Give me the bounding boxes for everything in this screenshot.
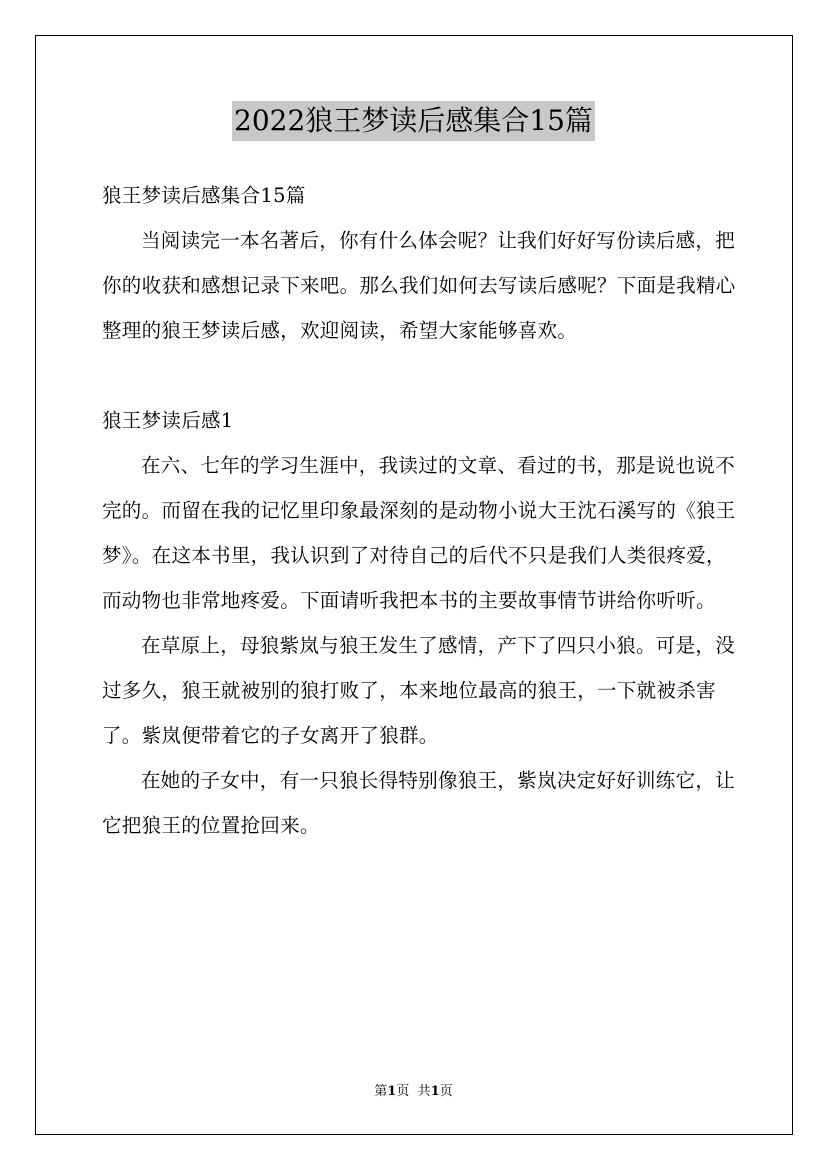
body-paragraph-1: 在六、七年的学习生涯中，我读过的文章、看过的书，那是说也说不完的。而留在我的记忆里印象最深刻的是动物小说大王沈石溪写的《狼王梦》。在这本书里，我认识到了对待自己的后代不只是我们人类很疼爱，而动物也非常地疼爱。下面请听我把本书的主要故事情节讲给你听听。 (102, 454, 736, 612)
page-footer (0, 1083, 827, 1101)
body-paragraph-3: 在她的子女中，有一只狼长得特别像狼王，紫岚决定好好训练它，让它把狼王的位置抢回来。 (102, 769, 736, 837)
page-current: 1 (387, 1084, 397, 1099)
total-suffix: 页 (439, 1084, 453, 1099)
spacer (102, 353, 738, 398)
total-pages: 1 (430, 1084, 440, 1099)
total-prefix: 共 (417, 1084, 431, 1099)
body-paragraph-2: 在草原上，母狼紫岚与狼王发生了感情，产下了四只小狼。可是，没过多久，狼王就被别的狼打败了，本来地位最高的狼王，一下就被杀害了。紫岚便带着它的子女离开了狼群。 (102, 634, 736, 747)
page-suffix: 页 (396, 1084, 410, 1099)
page-prefix: 第 (374, 1084, 388, 1099)
title-container (0, 101, 827, 141)
document-subtitle: 狼王梦读后感集合15篇 (102, 184, 306, 207)
intro-paragraph: 当阅读完一本名著后，你有什么体会呢？让我们好好写份读后感，把你的收获和感想记录下来吧。那么我们如何去写读后感呢？下面是我精心整理的狼王梦读后感，欢迎阅读，希望大家能够喜欢。 (102, 229, 736, 342)
document-title: 2022狼王梦读后感集合15篇 (232, 101, 595, 141)
document-body (102, 173, 738, 848)
section-heading: 狼王梦读后感1 (102, 409, 234, 432)
